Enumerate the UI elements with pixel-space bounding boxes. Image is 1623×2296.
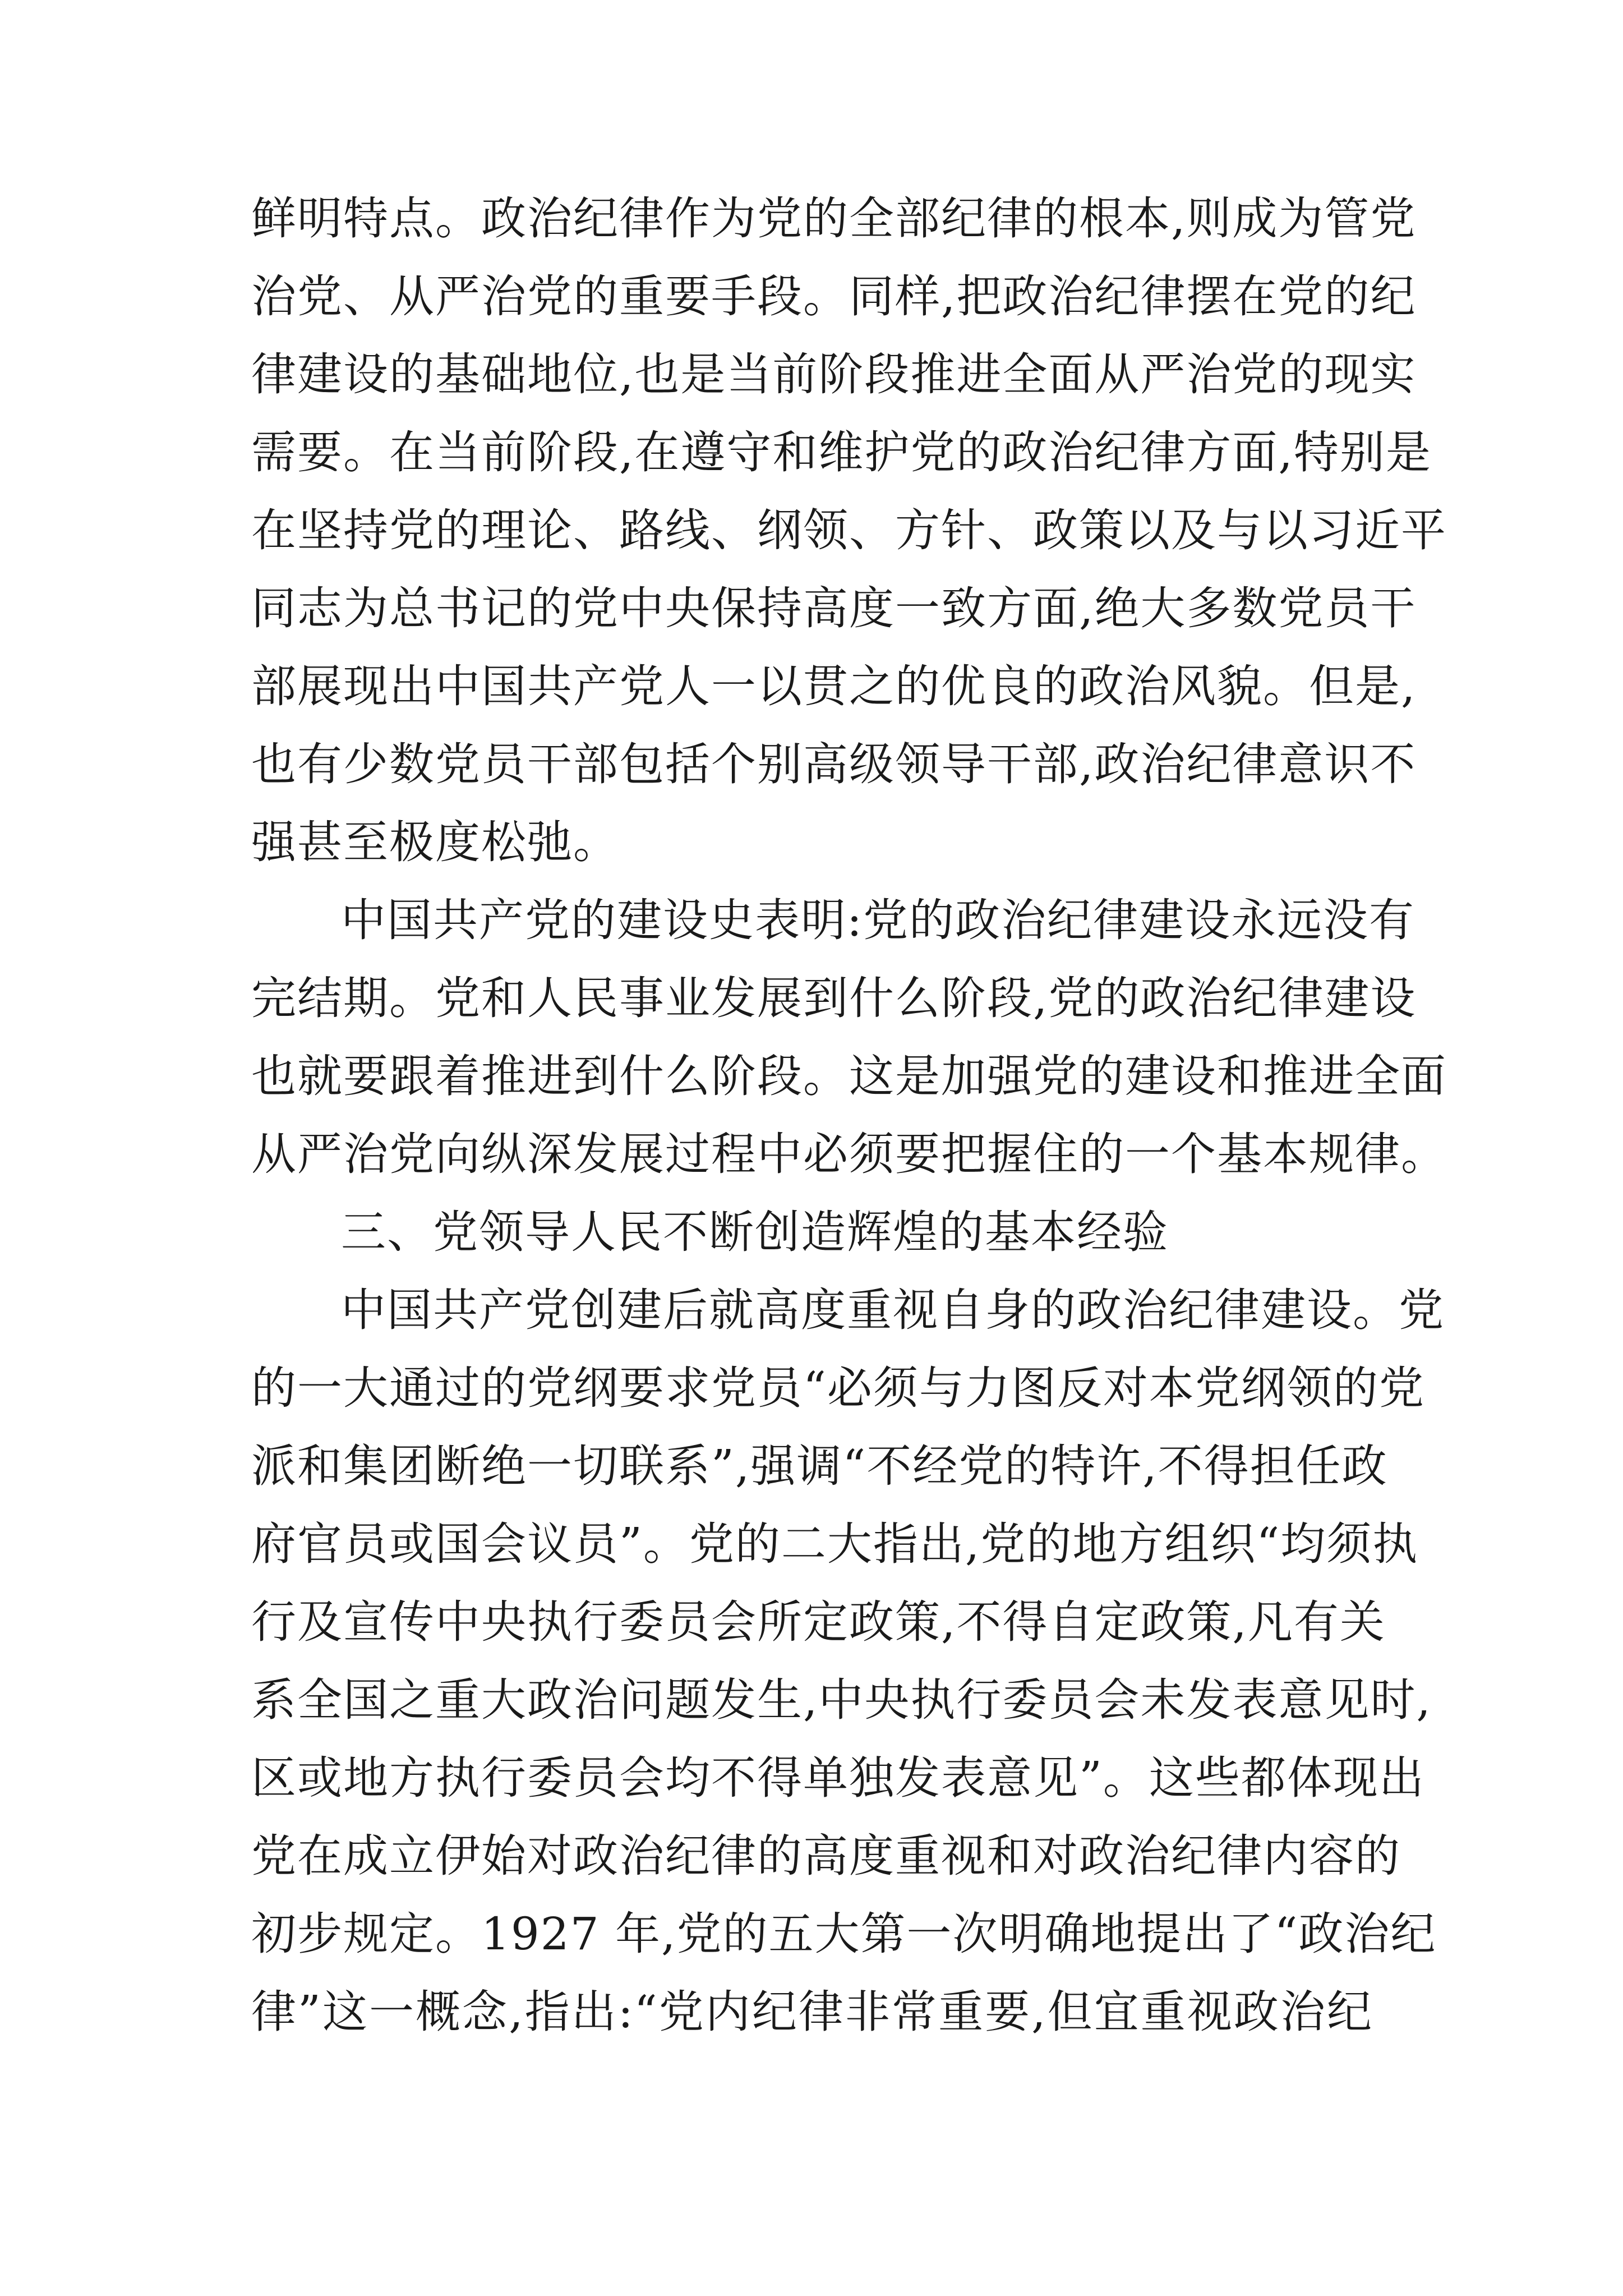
text-line: 中国共产党创建后就高度重视自身的政治纪律建设。党 bbox=[341, 1284, 1445, 1336]
text-line: 系全国之重大政治问题发生,中央执行委员会未发表意见时, bbox=[251, 1674, 1432, 1726]
text-line: 中国共产党的建设史表明:党的政治纪律建设永远没有 bbox=[341, 894, 1415, 946]
text-line: 派和集团断绝一切联系”,强调“不经党的特许,不得担任政 bbox=[251, 1440, 1388, 1492]
text-line: 区或地方执行委员会均不得单独发表意见”。这些都体现出 bbox=[251, 1752, 1425, 1804]
text-line: 律”这一概念,指出:“党内纪律非常重要,但宜重视政治纪 bbox=[251, 1986, 1373, 2038]
section-heading-text: 三、党领导人民不断创造辉煌的基本经验 bbox=[341, 1206, 1169, 1258]
text-line: 初步规定。1927 年,党的五大第一次明确地提出了“政治纪 bbox=[251, 1908, 1437, 1960]
paragraph-early-party-discipline bbox=[251, 1271, 1445, 2051]
text-line: 完结期。党和人民事业发展到什么阶段,党的政治纪律建设 bbox=[251, 972, 1417, 1024]
text-line: 也就要跟着推进到什么阶段。这是加强党的建设和推进全面 bbox=[251, 1050, 1447, 1102]
paragraph-political-discipline-foundation bbox=[251, 180, 1447, 881]
text-line: 需要。在当前阶段,在遵守和维护党的政治纪律方面,特别是 bbox=[251, 426, 1432, 478]
text-line: 部展现出中国共产党人一以贯之的优良的政治风貌。但是, bbox=[251, 660, 1417, 712]
text-line: 从严治党向纵深发展过程中必须要把握住的一个基本规律。 bbox=[251, 1128, 1447, 1180]
text-line: 同志为总书记的党中央保持高度一致方面,绝大多数党员干 bbox=[251, 582, 1417, 634]
document-body bbox=[251, 180, 1447, 2051]
text-line: 鲜明特点。政治纪律作为党的全部纪律的根本,则成为管党 bbox=[251, 192, 1417, 245]
section-heading bbox=[251, 1193, 1373, 1271]
paragraph-construction-history bbox=[251, 881, 1447, 1193]
text-line: 党在成立伊始对政治纪律的高度重视和对政治纪律内容的 bbox=[251, 1830, 1401, 1882]
text-line: 行及宣传中央执行委员会所定政策,不得自定政策,凡有关 bbox=[251, 1596, 1386, 1648]
text-line: 府官员或国会议员”。党的二大指出,党的地方组织“均须执 bbox=[251, 1518, 1419, 1570]
text-line: 在坚持党的理论、路线、纲领、方针、政策以及与以习近平 bbox=[251, 504, 1447, 556]
text-line: 也有少数党员干部包括个别高级领导干部,政治纪律意识不 bbox=[251, 738, 1417, 790]
text-line: 强甚至极度松弛。 bbox=[251, 816, 619, 868]
text-line: 治党、从严治党的重要手段。同样,把政治纪律摆在党的纪 bbox=[251, 270, 1417, 323]
text-line: 的一大通过的党纲要求党员“必须与力图反对本党纲领的党 bbox=[251, 1362, 1425, 1414]
text-line: 律建设的基础地位,也是当前阶段推进全面从严治党的现实 bbox=[251, 348, 1417, 401]
